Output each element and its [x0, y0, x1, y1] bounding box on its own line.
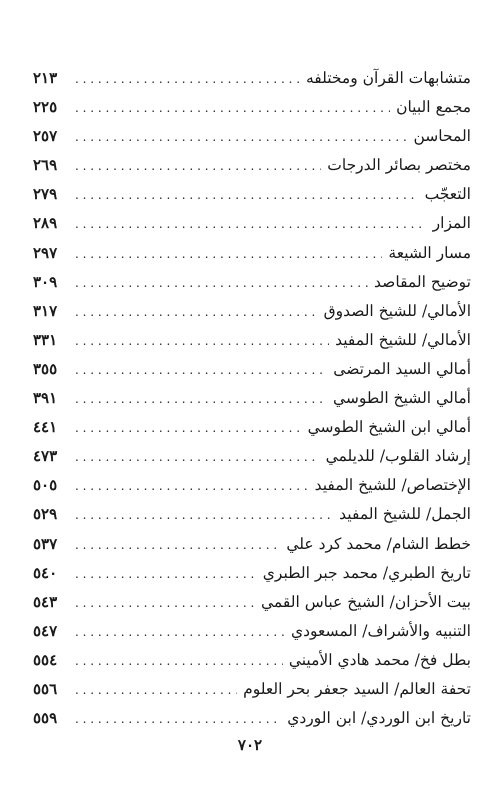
dot-leader [75, 683, 237, 697]
toc-entry-title: مجمع البيان [396, 98, 471, 117]
toc-entry-title: بيت الأحزان/ الشيخ عباس القمي [261, 592, 471, 611]
toc-entry-title: أمالي الشيخ الطوسي [332, 389, 471, 408]
dot-leader [75, 217, 427, 231]
toc-entry-page: ٥٢٩ [33, 505, 58, 524]
toc-entry-title: الإختصاص/ للشيخ المفيد [314, 476, 471, 495]
toc-entry [33, 389, 471, 418]
toc-entry-title: التعجّب [424, 185, 471, 204]
toc-entry [33, 709, 471, 738]
toc-entry-page: ٣٠٩ [33, 272, 58, 291]
toc-entry [33, 331, 471, 360]
toc-entry-page: ٥٥٦ [33, 679, 58, 698]
toc-entry-page: ٥٣٧ [33, 534, 58, 553]
dot-leader [75, 450, 320, 464]
dot-leader [75, 479, 309, 493]
dot-leader [75, 101, 390, 115]
toc-entry [33, 476, 471, 505]
toc-entry [33, 273, 471, 302]
toc-entry-title: مسار الشيعة [388, 243, 471, 262]
toc-entry-page: ٢٦٩ [33, 156, 58, 175]
toc-entry-title: خطط الشام/ محمد كرد علي [286, 534, 471, 553]
toc-entry [33, 156, 471, 185]
toc-entry-page: ٢٨٩ [33, 214, 58, 233]
toc-entry-title: تاريخ ابن الوردي/ ابن الوردي [287, 709, 471, 728]
toc-entry-page: ٢٩٧ [33, 243, 58, 262]
dot-leader [75, 538, 280, 552]
toc-entry [33, 622, 471, 651]
toc-entry [33, 185, 471, 214]
toc-entry-title: بطل فخ/ محمد هادي الأميني [288, 650, 471, 669]
toc-entry-title: إرشاد القلوب/ للديلمي [325, 447, 471, 466]
toc-entry-page: ٥٥٩ [33, 709, 58, 728]
toc-entry-title: الأمالي/ للشيخ الصدوق [323, 301, 471, 320]
toc-entry [33, 98, 471, 127]
toc-entry-title: تاريخ الطبري/ محمد جبر الطبري [262, 563, 471, 582]
dot-leader [75, 159, 321, 173]
dot-leader [75, 421, 302, 435]
dot-leader [75, 130, 407, 144]
toc-entry-title: الأمالي/ للشيخ المفيد [335, 330, 471, 349]
toc-entry-page: ٢٥٧ [33, 127, 58, 146]
toc-entry [33, 447, 471, 476]
toc-entry [33, 680, 471, 709]
dot-leader [75, 625, 285, 639]
toc-entry [33, 360, 471, 389]
dot-leader [75, 363, 327, 377]
toc-entry [33, 651, 471, 680]
toc-entry-title: المحاسن [413, 127, 471, 146]
toc-entry [33, 127, 471, 156]
toc-entry-page: ٢١٣ [33, 69, 58, 87]
toc-entry-title: التنبيه والأشراف/ المسعودي [290, 621, 471, 640]
toc-entry [33, 564, 471, 593]
dot-leader [75, 392, 327, 406]
toc-entry-title: أمالي ابن الشيخ الطوسي [307, 418, 471, 437]
dot-leader [75, 247, 382, 261]
toc-entry-page: ٣٩١ [33, 389, 58, 408]
toc-entry-title: تحفة العالم/ السيد جعفر بحر العلوم [243, 679, 471, 698]
toc-entry-page: ٥٤٠ [33, 563, 58, 582]
dot-leader [75, 334, 329, 348]
toc-entry [33, 418, 471, 447]
dot-leader [75, 305, 318, 319]
dot-leader [75, 596, 255, 610]
toc-entry [33, 244, 471, 273]
toc-entry-page: ٢٧٩ [33, 185, 58, 204]
toc-entry-page: ٣١٧ [33, 301, 58, 320]
dot-leader [75, 712, 281, 726]
toc-entry-title: متشابهات القرآن ومختلفه [305, 69, 471, 87]
dot-leader [75, 567, 257, 581]
toc-entry-page: ٥٤٧ [33, 621, 58, 640]
table-of-contents [33, 69, 471, 738]
toc-entry [33, 302, 471, 331]
toc-entry-page: ٢٢٥ [33, 98, 58, 117]
toc-entry [33, 214, 471, 243]
toc-entry [33, 69, 471, 98]
toc-entry-title: أمالي السيد المرتضى [333, 359, 471, 378]
toc-entry-page: ٥٠٥ [33, 476, 58, 495]
toc-entry-title: المزار [432, 214, 471, 233]
toc-entry [33, 505, 471, 534]
toc-entry-page: ٣٣١ [33, 330, 58, 349]
toc-entry-page: ٥٥٤ [33, 650, 58, 669]
dot-leader [75, 654, 283, 668]
toc-entry [33, 535, 471, 564]
toc-entry-page: ٤٤١ [33, 418, 58, 437]
dot-leader [75, 508, 333, 522]
toc-entry-title: الجمل/ للشيخ المفيد [339, 505, 471, 524]
toc-entry [33, 593, 471, 622]
toc-entry-title: مختصر بصائر الدرجات [327, 156, 471, 175]
dot-leader [75, 188, 419, 202]
toc-entry-page: ٥٤٣ [33, 592, 58, 611]
toc-entry-page: ٤٧٣ [33, 447, 58, 466]
page-number: ٧٠٢ [237, 736, 263, 754]
toc-entry-title: توضيح المقاصد [374, 272, 471, 291]
toc-entry-page: ٣٥٥ [33, 359, 58, 378]
dot-leader [75, 276, 368, 290]
dot-leader [75, 72, 300, 86]
